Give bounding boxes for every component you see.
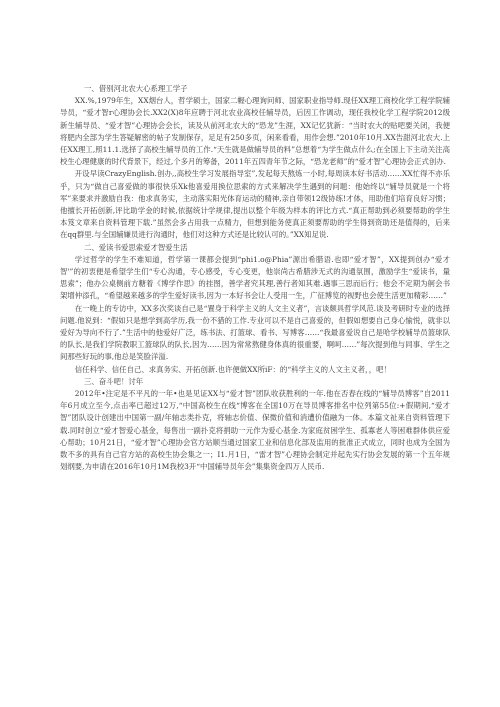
paragraph-2-1: 学过哲学的学生不难知道，哲学第一课都会提到“phi1.o@Phia”源出希腊语.也即“爱才智”，XX提到创办“爱才智'”的初衷便是希望学生们“专心沟通，专心感受，专心变更，他崇尚古希腊涉无式的沟通氛围，激励学生“爱读书，量思索”；他办公桌侧前方糖着《博学作思》的挂图，善学者究其理,善行者知其难.遇事三思而后行；他会不定期为舸会书架增仲添孔，“希望越来越多的学生爱好读书,因为一本好书会让人受用一生，广征博览的视野也会使生活更加精彩……” — [60, 254, 450, 301]
paragraph-1-2: 开设早读CrazyEnglish.创办,,高校生学习发展指导室”,发起每天熬炼一小时,每周读本好书活动……XX忙得不亦乐乎，只为“做自己喜爱做的事很快乐Xk他喜爱用换位思索的方式来解决学生遇到的问题：他始终以“辅导员就是一个将军”来要求并激励自我：他求真务实，主动落实阳光体育运动的精神,亲自带领12级协练!才体，用助他们培育良好习惯；他擅长开拓创新,评比助学金的时候,依据统计学规律,提出以整个年级为样本的评比方式.“真正帮助到必须要帮助的学生本笈文章来自资料管理下载.”虽然会多占用我一点精力，但想到能务使真正须要帮助的学生得到资助还是值得的，后来在qq群里.与全国辅嫌员进行沟通时，他们对这种方式还是比较认可的。”XX知足说. — [60, 169, 450, 240]
section-heading-1: 一、借别河北农大心系理工学子 — [84, 84, 188, 93]
paragraph-1-1: XX.%,1979年生，XX烟台人，哲学硕士，国家二幄心理询问师、国家职业指导师.现任XX理工商校化学工程学院辅导员，“爱才智r心理协会长.XX2(X)8年应聘于河北农业高校任辅导员，后因工作调动，现任我校化学工程学院2012级新生辅导员、“爱才智”心理协会会长，读及从前河北农大的“恐龙”生涯，XX记忆犹新：“当时农大的贴吧要关闭，我便将肥内全部为学生答疑解密的帖子发制保存，足足有250多页，闲来看看，用作会想.”2010年10月.XX告甜河北农大.上任XX理工,照11.1.选择了高校生辅导员的工作.“天生就是做辅导员的料”总想着“为学生做点什么;在全国上下主动关注高校生心理健康的时代背景下，经过,个多月的筹备，2011年五四青年节之际，“恐龙老师”的“爱才智”心理协会正式创办. — [60, 96, 450, 167]
document-body — [60, 83, 450, 474]
paragraph-2-3: 信任科学、信任自己、求真务实、开拓创新.也许便做XX所iF：的“科学主义的人文主义者，，吧！ — [74, 364, 391, 374]
section-heading-2: 二、爱读书爱思索爱才智爱生活 — [84, 242, 188, 252]
paragraph-2-2: 在一晚上的专访中，XX多次奖谈自己是“置身于科学主义的人文主义者”，言谈颇具哲学风范.谈及考研时专业的选择问题.他说到：“假如只是想学到高学历,我一份不猎的工作.专业可以不是自己喜爱的，但假如想要自己身心愉悦，就非以爱好为导向不行了.”生活中的他爱好广泛，练书法、打篮球、看书、写博客……“我最喜爱说自己是哈学校辅导员篮球队的队长,是我们学院教职工篮球队的队长,因为……因为常常熬健身体真的很重要，啊呵……”每次提到他与同事、学生之间那些好玩的事,他总是笑脸洋溢. — [60, 303, 450, 362]
section-heading-3: 三、奋斗吧！讨年 — [84, 376, 144, 386]
paragraph-3-1: 2012年•注定是不平凡的一年•也是见证XX与“爱才智”团队收获胜利的一年.他在否春在线的“辅导员博客”自2011年6月成立至今,点击率已超过12万,“中国高校生在线“博客在全国10万在导员博客排名中位列第55位:+假期间,“爱才智”团队设计创建出中国第一副/年轴志类扑克，将轴志价值、保微价值和消遭价值融为一体。本篇文祉来自资料管理下载.同时创立“爱才智爱心基金，每售出一副扑克将捐助一元作为爱心基金.为家庭贫困学生、孤寡老人等困难群体供应爱心帮助；10月21日，“爱才智”心理协会官方站顺当通过国家工业和信息化部及监用的批准正式成立，同时也成为全国为数不多的具有自己官方站的高校生协会集之一；I1.月1日，“雷才智”心理协会制定并起先实行协会发展的第一个五年规划纲要,为申请在2016年10月1M我校3开“中国辅导员年会”集集资金四万人民币. — [60, 389, 450, 472]
